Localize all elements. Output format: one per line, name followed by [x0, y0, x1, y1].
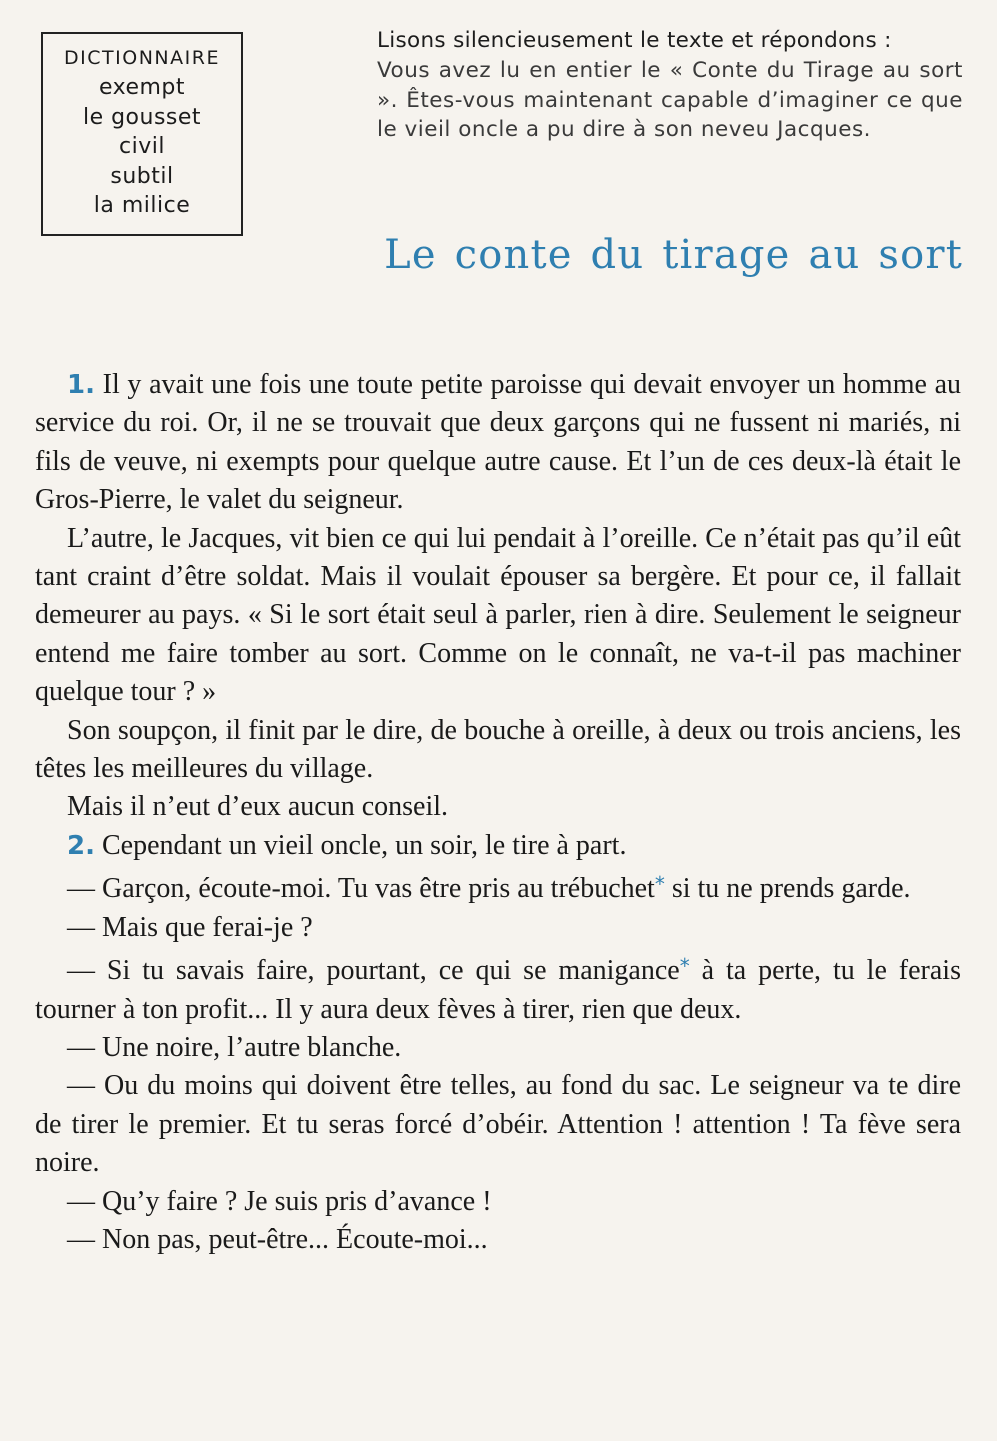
dialogue-text: — Si tu savais faire, pourtant, ce qui se manigance	[67, 955, 680, 987]
glossary-star-icon: *	[679, 954, 690, 979]
glossary-star-icon: *	[654, 872, 665, 897]
section-2-dialogue-7: — Non pas, peut-être... Écoute-moi...	[67, 1223, 488, 1255]
section-2-paragraph-1	[35, 827, 961, 865]
instructions-body: Vous avez lu en entier le « Conte du Tirage au sort ». Êtes-vous maintenant capable d’imaginer ce que le vieil oncle a pu dire à son neveu Jacques.	[377, 58, 963, 142]
dictionary-word: la milice	[93, 193, 191, 218]
dictionary-word: exempt	[98, 75, 186, 100]
paragraph-text: Il y avait une fois une toute petite paroisse qui devait envoyer un homme au service du roi. Or, il ne se trouvait que deux garçons qui ne fussent ni mariés, ni fils de veuve, ni exempts pour quelque autre cause. Et l’un de ces deux-là était le Gros-Pierre, le valet du seigneur.	[35, 369, 962, 516]
section-2-dialogue-1	[35, 865, 961, 908]
story-text	[35, 366, 961, 1259]
section-1-paragraph-2: L’autre, le Jacques, vit bien ce qui lui pendait à l’oreille. Ce n’était pas qu’il eût tant craint d’être soldat. Mais il voulait épouser sa bergère. Et pour ce, il fallait demeurer au pays. « Si le sort était seul à parler, rien à dire. Seulement le seigneur entend me faire tomber au sort. Comme on le connaît, ne va-t-il pas machiner quelque tour ? »	[35, 522, 961, 708]
reading-instructions	[377, 26, 963, 145]
dictionary-box	[41, 32, 243, 236]
section-2-dialogue-3	[35, 947, 961, 1029]
section-2-dialogue-6: — Qu’y faire ? Je suis pris d’avance !	[67, 1185, 492, 1217]
section-1-paragraph-4: Mais il n’eut d’eux aucun conseil.	[67, 791, 449, 823]
dialogue-text: — Garçon, écoute-moi. Tu vas être pris au trébuchet	[67, 873, 655, 905]
story-title: Le conte du tirage au sort	[384, 232, 963, 278]
section-number: 2.	[67, 830, 95, 861]
dictionary-title: DICTIONNAIRE	[64, 47, 220, 69]
section-number: 1.	[67, 370, 95, 400]
section-2-dialogue-4: — Une noire, l’autre blanche.	[67, 1031, 402, 1063]
dictionary-word: subtil	[110, 163, 174, 189]
instructions-lead: Lisons silencieusement le texte et répondons :	[377, 28, 892, 53]
dictionary-word: civil	[119, 134, 165, 159]
section-1-paragraph-3: Son soupçon, il finit par le dire, de bouche à oreille, à deux ou trois anciens, les têtes les meilleures du village.	[35, 714, 961, 785]
dialogue-text: si tu ne prends garde.	[664, 873, 911, 905]
section-2-dialogue-5: — Ou du moins qui doivent être telles, au fond du sac. Le seigneur va te dire de tirer le premier. Et tu seras forcé d’obéir. Attention ! attention ! Ta fève sera noire.	[35, 1070, 961, 1179]
paragraph-text: Cependant un vieil oncle, un soir, le tire à part.	[101, 829, 627, 861]
dialogue-text: à ta perte, tu le ferais tourner à ton profit... Il y aura deux fèves à tirer, rien que deux.	[35, 955, 961, 1025]
section-2-dialogue-2: — Mais que ferai-je ?	[67, 911, 313, 943]
dictionary-word: le gousset	[82, 104, 202, 130]
section-1-paragraph-1	[35, 366, 961, 520]
